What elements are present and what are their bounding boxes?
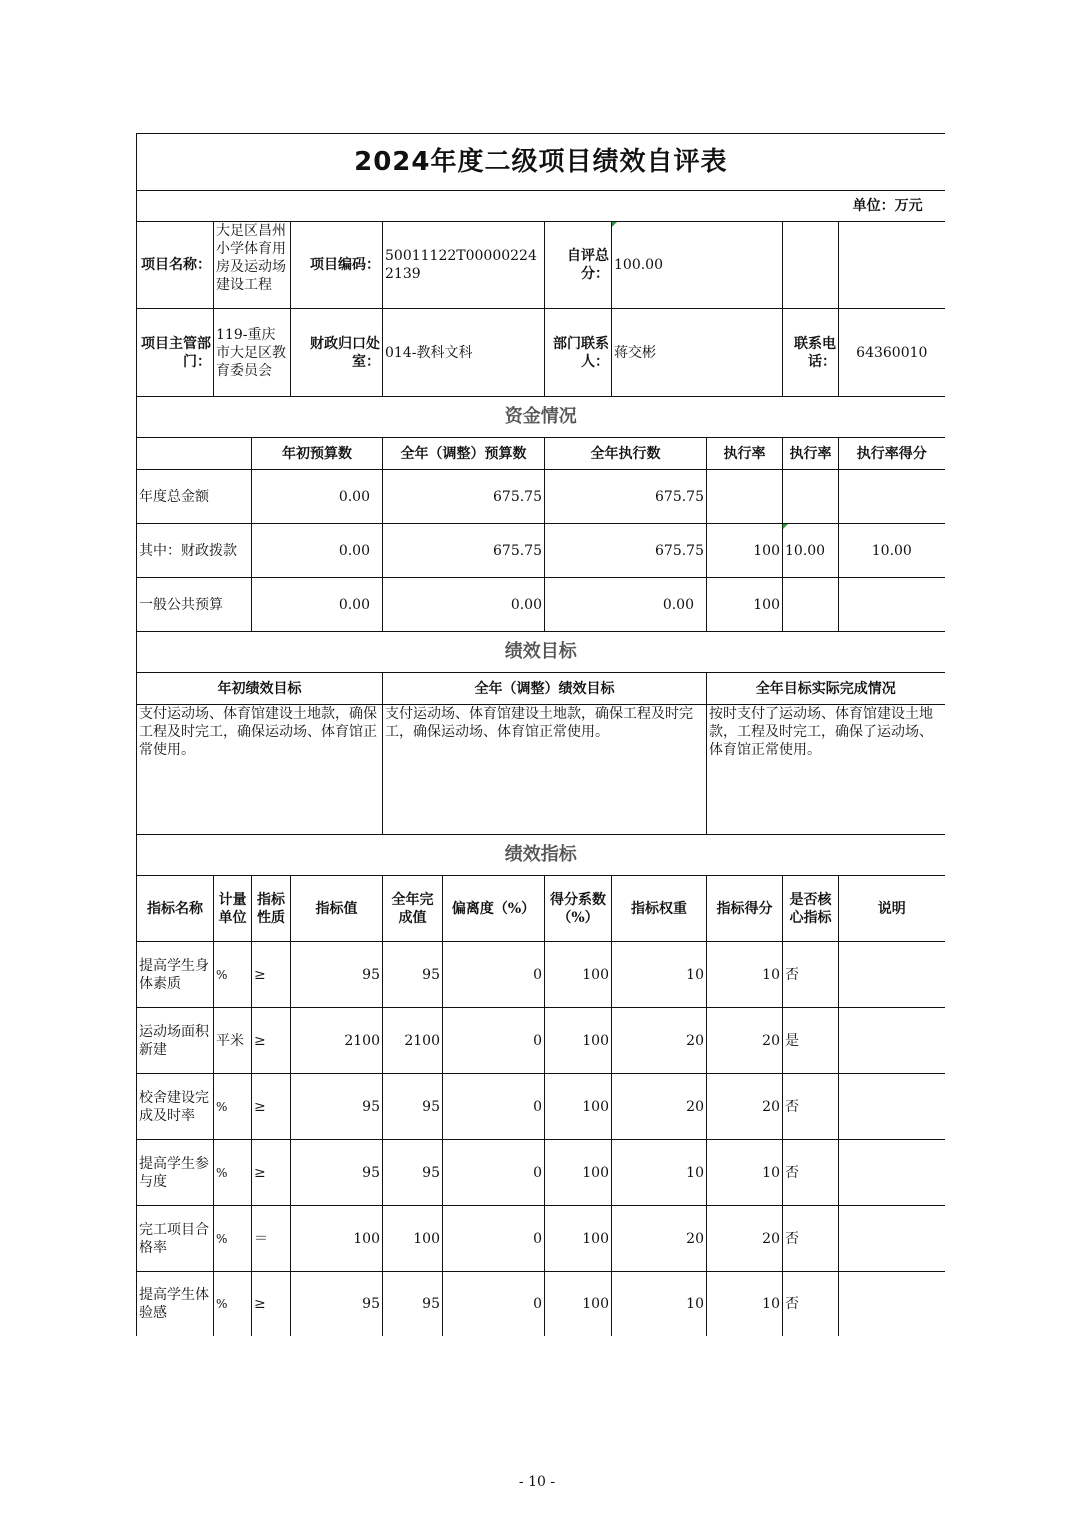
- funds-header-score: 执行率得分: [839, 438, 945, 470]
- indicator-note: [839, 1074, 945, 1140]
- indicator-header-score: 指标得分: [707, 876, 783, 942]
- funds-section-title: 资金情况: [137, 397, 945, 438]
- funds-row-weight: [783, 578, 839, 632]
- evaluation-table: [136, 133, 945, 1336]
- indicator-unit: %: [214, 1140, 252, 1206]
- indicator-header-weight: 指标权重: [612, 876, 707, 942]
- indicator-deviation: 0: [443, 1074, 545, 1140]
- contact-label: 部门联系人：: [545, 309, 612, 397]
- indicator-nature: ≥: [252, 1140, 291, 1206]
- indicator-name: 校舍建设完成及时率: [137, 1074, 214, 1140]
- project-name-label: 项目名称：: [137, 222, 214, 309]
- self-score: 100.00: [612, 222, 783, 309]
- indicator-coef: 100: [545, 1206, 612, 1272]
- project-code: 50011122T000002242139: [383, 222, 545, 309]
- finance-office-label: 财政归口处室：: [291, 309, 383, 397]
- indicator-row: [137, 1206, 945, 1272]
- indicator-row: [137, 1272, 945, 1336]
- funds-row-executed: 675.75: [545, 524, 707, 578]
- funds-row-score: [839, 578, 945, 632]
- indicator-weight: 10: [612, 942, 707, 1008]
- indicator-header-actual: 全年完成值: [383, 876, 443, 942]
- indicator-weight: 10: [612, 1140, 707, 1206]
- indicator-header-name: 指标名称: [137, 876, 214, 942]
- indicator-name: 运动场面积新建: [137, 1008, 214, 1074]
- indicator-deviation: 0: [443, 1206, 545, 1272]
- goals-initial-text: 支付运动场、体育馆建设土地款，确保工程及时完工，确保运动场、体育馆正常使用。: [137, 705, 383, 835]
- indicator-core: 否: [783, 1140, 839, 1206]
- dept-label: 项目主管部门：: [137, 309, 214, 397]
- indicator-coef: 100: [545, 942, 612, 1008]
- empty-cell: [783, 222, 839, 309]
- indicator-actual: 100: [383, 1206, 443, 1272]
- indicator-header-unit: 计量单位: [214, 876, 252, 942]
- goals-adjusted-text: 支付运动场、体育馆建设土地款，确保工程及时完工，确保运动场、体育馆正常使用。: [383, 705, 707, 835]
- indicators-section-title: 绩效指标: [137, 835, 945, 876]
- project-code-label: 项目编码：: [291, 222, 383, 309]
- indicator-header-deviation: 偏离度（%）: [443, 876, 545, 942]
- indicator-note: [839, 1206, 945, 1272]
- funds-row-rate: 100: [707, 524, 783, 578]
- indicator-core: 否: [783, 942, 839, 1008]
- indicator-unit: %: [214, 1074, 252, 1140]
- indicator-target: 95: [291, 1140, 383, 1206]
- goals-header-initial: 年初绩效目标: [137, 673, 383, 705]
- indicator-nature: ≥: [252, 942, 291, 1008]
- self-score-label: 自评总分：: [545, 222, 612, 309]
- indicator-target: 2100: [291, 1008, 383, 1074]
- funds-row-executed: 0.00: [545, 578, 707, 632]
- funds-row-name: 年度总金额: [137, 470, 252, 524]
- indicator-unit: %: [214, 1206, 252, 1272]
- form-title: 2024年度二级项目绩效自评表: [137, 134, 945, 191]
- indicator-deviation: 0: [443, 1272, 545, 1336]
- funds-row-adjusted: 675.75: [383, 470, 545, 524]
- indicator-deviation: 0: [443, 942, 545, 1008]
- indicator-score: 10: [707, 942, 783, 1008]
- goals-section-title: 绩效目标: [137, 632, 945, 673]
- indicator-nature: ≥: [252, 1008, 291, 1074]
- funds-row: [137, 578, 945, 632]
- contact-name: 蒋交彬: [612, 309, 783, 397]
- indicator-note: [839, 1008, 945, 1074]
- funds-row: [137, 524, 945, 578]
- dept-name: 119-重庆市大足区教育委员会: [214, 309, 291, 397]
- funds-row-name: 其中：财政拨款: [137, 524, 252, 578]
- indicator-actual: 95: [383, 1074, 443, 1140]
- indicator-core: 是: [783, 1008, 839, 1074]
- indicator-score: 20: [707, 1074, 783, 1140]
- indicator-nature: ≥: [252, 1272, 291, 1336]
- funds-row-initial: 0.00: [252, 470, 383, 524]
- indicator-target: 95: [291, 942, 383, 1008]
- indicator-header-note: 说明: [839, 876, 945, 942]
- empty-cell: [839, 222, 945, 309]
- indicator-header-nature: 指标性质: [252, 876, 291, 942]
- project-name: 大足区昌州小学体育用房及运动场建设工程: [214, 222, 291, 309]
- indicator-coef: 100: [545, 1008, 612, 1074]
- evaluation-form: [136, 133, 944, 1336]
- funds-row-executed: 675.75: [545, 470, 707, 524]
- indicator-target: 100: [291, 1206, 383, 1272]
- indicator-coef: 100: [545, 1272, 612, 1336]
- funds-header-executed: 全年执行数: [545, 438, 707, 470]
- unit-label: 单位：万元: [137, 191, 945, 222]
- funds-header-weight: 执行率: [783, 438, 839, 470]
- indicator-name: 提高学生体验感: [137, 1272, 214, 1336]
- funds-header-rate: 执行率: [707, 438, 783, 470]
- indicator-score: 20: [707, 1206, 783, 1272]
- funds-row-weight: 10.00: [783, 524, 839, 578]
- finance-office: 014-教科文科: [383, 309, 545, 397]
- funds-row-rate: 100: [707, 578, 783, 632]
- funds-header-initial: 年初预算数: [252, 438, 383, 470]
- funds-row-initial: 0.00: [252, 578, 383, 632]
- indicator-name: 完工项目合格率: [137, 1206, 214, 1272]
- funds-row-rate: [707, 470, 783, 524]
- indicator-nature: ＝: [252, 1206, 291, 1272]
- funds-row-score: [839, 470, 945, 524]
- indicator-weight: 20: [612, 1206, 707, 1272]
- funds-row-name: 一般公共预算: [137, 578, 252, 632]
- indicator-header-target: 指标值: [291, 876, 383, 942]
- indicator-actual: 2100: [383, 1008, 443, 1074]
- indicator-weight: 10: [612, 1272, 707, 1336]
- goals-header-actual: 全年目标实际完成情况: [707, 673, 945, 705]
- indicator-target: 95: [291, 1074, 383, 1140]
- indicator-row: [137, 1008, 945, 1074]
- indicator-actual: 95: [383, 1272, 443, 1336]
- indicator-coef: 100: [545, 1074, 612, 1140]
- indicator-row: [137, 1074, 945, 1140]
- indicator-score: 20: [707, 1008, 783, 1074]
- indicator-header-core: 是否核心指标: [783, 876, 839, 942]
- indicator-row: [137, 942, 945, 1008]
- indicator-core: 否: [783, 1074, 839, 1140]
- funds-row: [137, 470, 945, 524]
- page-number: - 10 -: [518, 1474, 556, 1490]
- indicator-name: 提高学生参与度: [137, 1140, 214, 1206]
- funds-row-adjusted: 675.75: [383, 524, 545, 578]
- indicator-note: [839, 1272, 945, 1336]
- indicator-weight: 20: [612, 1008, 707, 1074]
- phone-label: 联系电话：: [783, 309, 839, 397]
- indicator-deviation: 0: [443, 1140, 545, 1206]
- indicator-note: [839, 942, 945, 1008]
- funds-row-adjusted: 0.00: [383, 578, 545, 632]
- indicator-note: [839, 1140, 945, 1206]
- goals-header-adjusted: 全年（调整）绩效目标: [383, 673, 707, 705]
- indicator-core: 否: [783, 1272, 839, 1336]
- funds-header-blank: [137, 438, 252, 470]
- indicator-weight: 20: [612, 1074, 707, 1140]
- phone-number: 64360010: [839, 309, 945, 397]
- indicator-coef: 100: [545, 1140, 612, 1206]
- indicator-unit: %: [214, 1272, 252, 1336]
- indicator-actual: 95: [383, 1140, 443, 1206]
- indicator-unit: 平米: [214, 1008, 252, 1074]
- indicator-header-coef: 得分系数（%）: [545, 876, 612, 942]
- indicator-score: 10: [707, 1272, 783, 1336]
- funds-header-adjusted: 全年（调整）预算数: [383, 438, 545, 470]
- indicator-score: 10: [707, 1140, 783, 1206]
- indicator-nature: ≥: [252, 1074, 291, 1140]
- indicator-name: 提高学生身体素质: [137, 942, 214, 1008]
- goals-actual-text: 按时支付了运动场、体育馆建设土地款，工程及时完工，确保了运动场、体育馆正常使用。: [707, 705, 945, 835]
- indicator-unit: %: [214, 942, 252, 1008]
- indicator-target: 95: [291, 1272, 383, 1336]
- funds-row-weight: [783, 470, 839, 524]
- funds-row-score: 10.00: [839, 524, 945, 578]
- indicator-actual: 95: [383, 942, 443, 1008]
- funds-row-initial: 0.00: [252, 524, 383, 578]
- indicator-row: [137, 1140, 945, 1206]
- indicator-core: 否: [783, 1206, 839, 1272]
- indicator-deviation: 0: [443, 1008, 545, 1074]
